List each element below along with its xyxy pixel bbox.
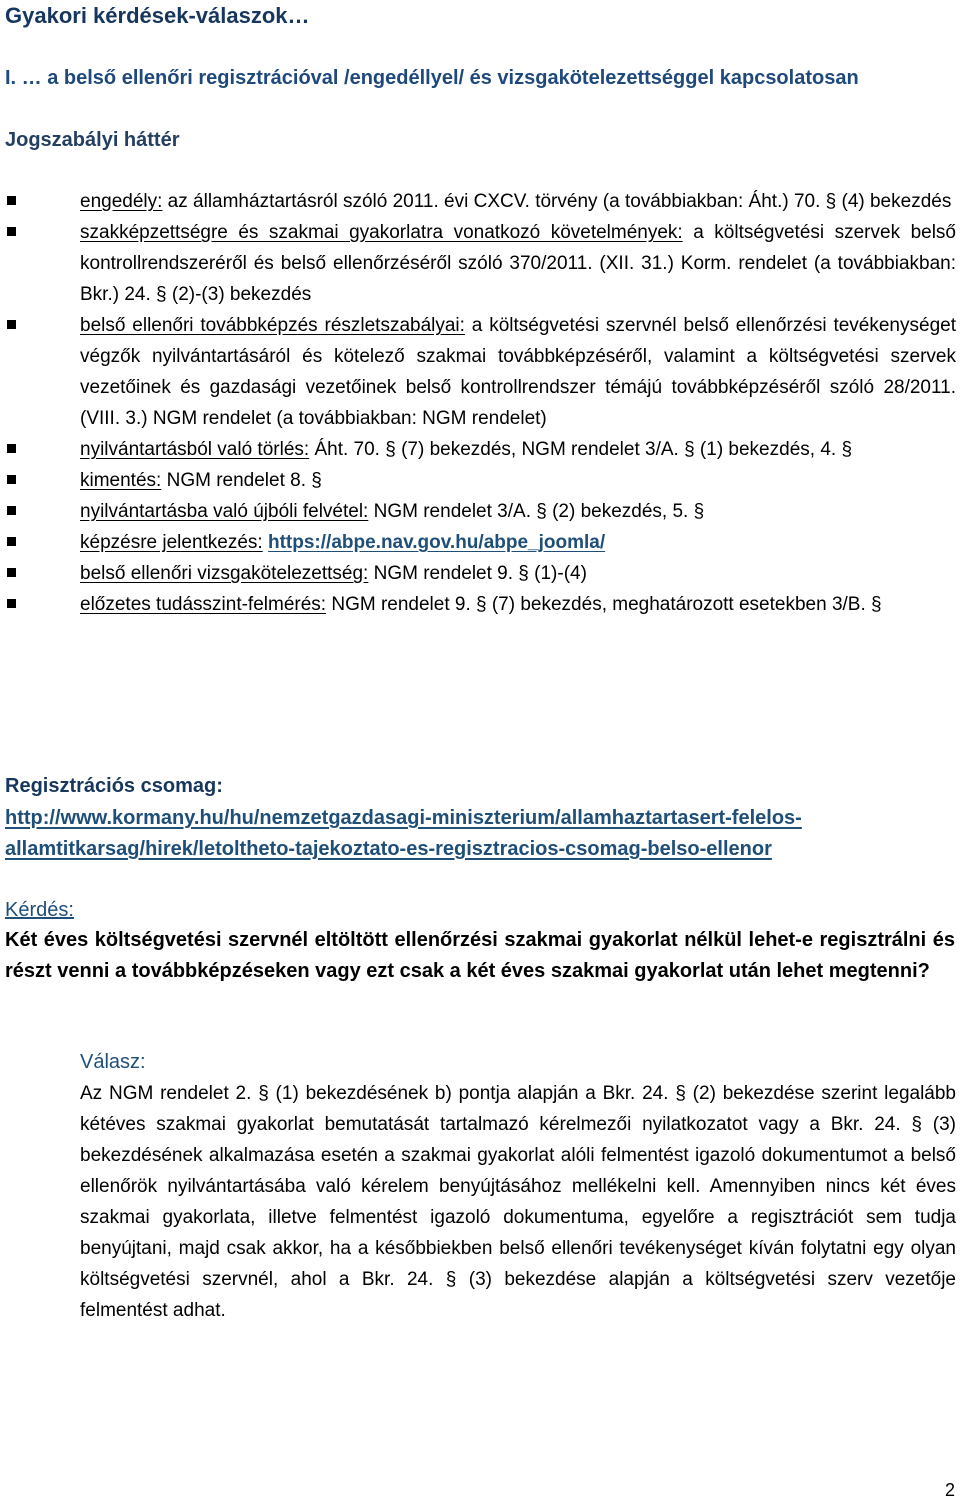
list-item-term: belső ellenőri vizsgakötelezettség: bbox=[80, 563, 369, 584]
document-title: Gyakori kérdések-válaszok… bbox=[5, 3, 310, 28]
answer-text: Az NGM rendelet 2. § (1) bekezdésének b) pontja alapján a Bkr. 24. § (2) bekezdése szerint legalább kétéves szakmai gyakorlat bemutatását tartalmazó kérelmezői nyilatkozatot vagy a Bkr. 24. § (3) bekezdésének alkalmazása esetén a szakmai gyakorlat alóli felmentést igazoló dokumentumot a belső ellenőrök nyilvántartásába való kérelem benyújtásához mellékelni kell. Amennyiben nincs két éves szakmai gyakorlata, illetve felmentést igazoló dokumentuma, egyelőre a regisztrációt sem tudja benyújtani, majd csak akkor, ha a későbbiekben belső ellenőri tevékenységet kíván folytatni egy olyan költségvetési szervnél, ahol a Bkr. 24. § (3) bekezdése alapján a költségvetési szerv vezetője felmentést adhat. bbox=[80, 1083, 956, 1321]
legal-basis-list bbox=[80, 186, 956, 620]
page-number: 2 bbox=[944, 1480, 955, 1500]
list-item bbox=[80, 465, 956, 496]
list-item-text: NGM rendelet 9. § (7) bekezdés, meghatározott esetekben 3/B. § bbox=[326, 594, 882, 615]
registration-package-label: Regisztrációs csomag: bbox=[5, 775, 223, 797]
list-item bbox=[80, 496, 956, 527]
list-item bbox=[80, 186, 956, 217]
list-item bbox=[80, 558, 956, 589]
question-label: Kérdés: bbox=[5, 899, 74, 921]
legal-background-heading: Jogszabályi háttér bbox=[5, 129, 180, 151]
section-title: I. … a belső ellenőri regisztrációval /engedéllyel/ és vizsgakötelezettséggel kapcsolatosan bbox=[5, 67, 859, 89]
question-text: Két éves költségvetési szervnél eltöltött ellenőrzési szakmai gyakorlat nélkül lehet-e regisztrálni és részt venni a továbbképzéseken vagy ezt csak a két éves szakmai gyakorlat után lehet megtenni? bbox=[5, 929, 955, 982]
list-item bbox=[80, 527, 956, 558]
list-item-term: kimentés: bbox=[80, 470, 162, 491]
list-item-text: a költségvetési szervnél belső ellenőrzési tevékenységet végzők nyilvántartásáról és kötelező szakmai továbbképzéséről, valamint a költségvetési szervek vezetőinek és gazdasági vezetőinek belső kontrollrendszer témájú továbbképzéséről szóló 28/2011. (VIII. 3.) NGM rendelet (a továbbiakban: NGM rendelet) bbox=[80, 315, 956, 429]
registration-package-link[interactable]: http://www.kormany.hu/hu/nemzetgazdasagi-miniszterium/allamhaztartasert-felelos-allamtitkarsag/hirek/letoltheto-tajekoztato-es-regisztracios-csomag-belso-ellenor bbox=[5, 807, 802, 860]
list-item bbox=[80, 217, 956, 310]
list-item-text: a költségvetési szervek belső kontrollrendszeréről és belső ellenőrzéséről szóló 370/2011. (XII. 31.) Korm. rendelet (a továbbiakban: Bkr.) 24. § (2)-(3) bekezdés bbox=[80, 222, 957, 305]
registration-package-link-block bbox=[5, 803, 945, 865]
list-item-text: az államháztartásról szóló 2011. évi CXCV. törvény (a továbbiakban: Áht.) 70. § (4) bekezdés bbox=[162, 191, 952, 212]
list-item-term: nyilvántartásba való újbóli felvétel: bbox=[80, 501, 369, 522]
list-item-text: NGM rendelet 8. § bbox=[161, 470, 322, 491]
list-item-term: képzésre jelentkezés: bbox=[80, 532, 263, 553]
list-item-text: NGM rendelet 3/A. § (2) bekezdés, 5. § bbox=[368, 501, 705, 522]
list-item-text: NGM rendelet 9. § (1)-(4) bbox=[368, 563, 587, 584]
list-item-term: engedély: bbox=[80, 191, 163, 212]
list-item-term: szakképzettségre és szakmai gyakorlatra vonatkozó követelmények: bbox=[80, 222, 683, 243]
training-registration-link[interactable]: https://abpe.nav.gov.hu/abpe_joomla/ bbox=[268, 532, 606, 553]
list-item bbox=[80, 434, 956, 465]
list-item-term: belső ellenőri továbbképzés részletszabályai: bbox=[80, 315, 465, 336]
list-item-text: Áht. 70. § (7) bekezdés, NGM rendelet 3/A. § (1) bekezdés, 4. § bbox=[309, 439, 853, 460]
list-item bbox=[80, 310, 956, 434]
answer-label: Válasz: bbox=[80, 1051, 146, 1073]
list-item-term: nyilvántartásból való törlés: bbox=[80, 439, 310, 460]
list-item-term: előzetes tudásszint-felmérés: bbox=[80, 594, 327, 615]
list-item bbox=[80, 589, 956, 620]
